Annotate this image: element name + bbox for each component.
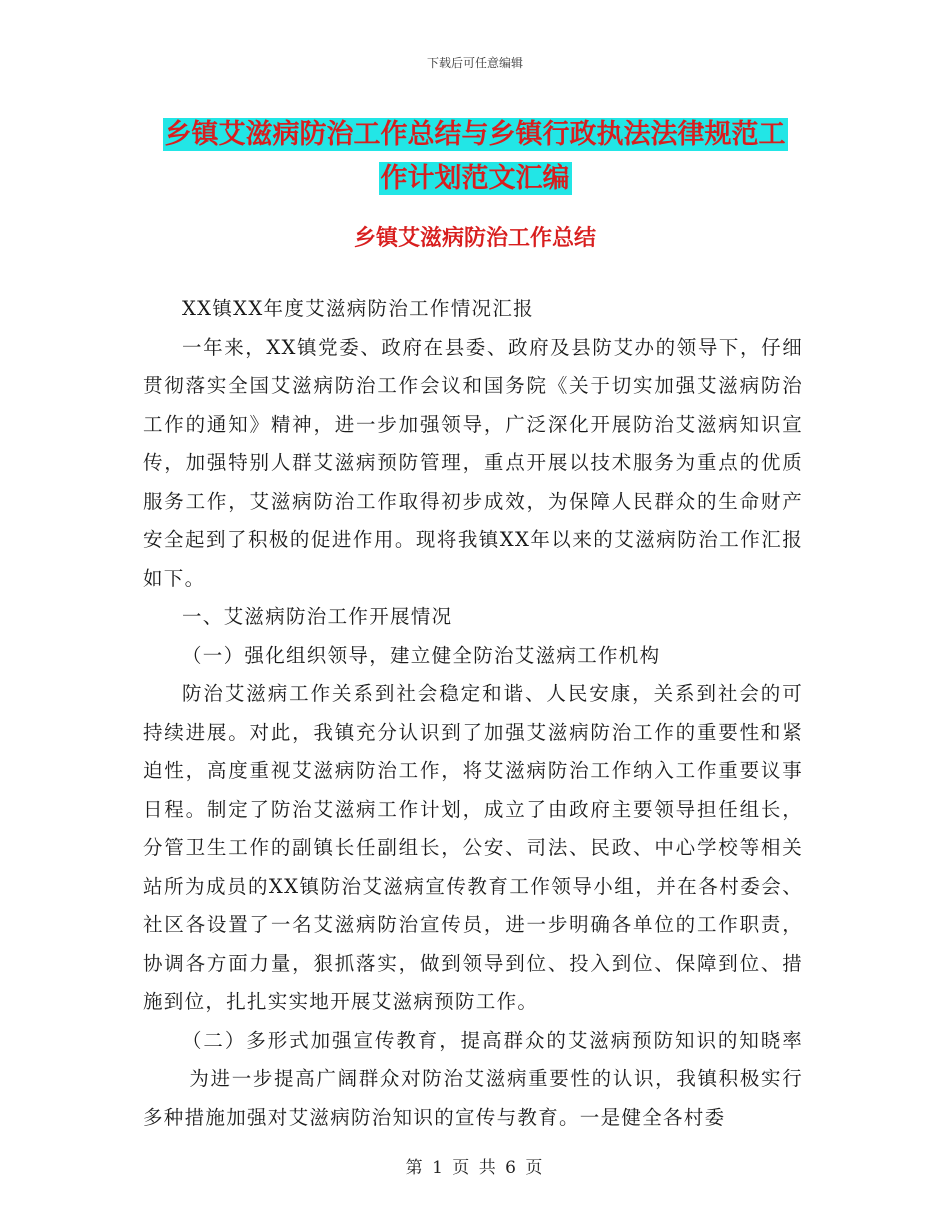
paragraph-education [143,1022,803,1138]
highlighted-title-text-2: 作计划范文汇编 [380,163,570,194]
page-footer: 第 1 页 共 6 页 [405,1158,545,1178]
section-title: 乡镇艾滋病防治工作总结 [353,226,596,251]
document-title-line-2 [0,156,950,195]
page-header-note: 下载后可任意编辑 [426,56,523,70]
paragraph-intro: 一年来，XX镇党委、政府在县委、政府及县防艾办的领导下，仔细贯彻落实全国艾滋病防治工作会议和国务院《关于切实加强艾滋病防治工作的通知》精神，进一步加强领导，广泛深化开展防治艾滋病知识宣传，加强特别人群艾滋病预防管理，重点开展以技术服务为重点的优质服务工作，艾滋病防治工作取得初步成效，为保障人民群众的生命财产安全起到了积极的促进作用。现将我镇XX年以来的艾滋病防治工作汇报如下。 [143,335,803,590]
document-body [143,290,803,1137]
education-text: 为进一步提高广阔群众对防治艾滋病重要性的认识，我镇积极实行多种措施加强对艾滋病防治知识的宣传与教育。一是健全各村委 [143,1067,803,1129]
subheading-2: （二）多形式加强宣传教育，提高群众的艾滋病预防知识的知晓率 [182,1028,803,1052]
document-title-line-1 [0,112,950,151]
paragraph-heading-1: 一、艾滋病防治工作开展情况 [182,605,453,628]
paragraph-organization: 防治艾滋病工作关系到社会稳定和谐、人民安康，关系到社会的可持续进展。对此，我镇充分认识到了加强艾滋病防治工作的重要性和紧迫性，高度重视艾滋病防治工作，将艾滋病防治工作纳入工作重要议事日程。制定了防治艾滋病工作计划，成立了由政府主要领导担任组长，分管卫生工作的副镇长任副组长，公安、司法、民政、中心学校等相关站所为成员的XX镇防治艾滋病宣传教育工作领导小组，并在各村委会、社区各设置了一名艾滋病防治宣传员，进一步明确各单位的工作职责，协调各方面力量，狠抓落实，做到领导到位、投入到位、保障到位、措施到位，扎扎实实地开展艾滋病预防工作。 [143,682,803,1013]
highlighted-title-text-1: 乡镇艾滋病防治工作总结与乡镇行政执法法律规范工 [164,119,786,150]
paragraph-report-title: XX镇XX年度艾滋病防治工作情况汇报 [182,297,534,320]
paragraph-subheading-1: （一）强化组织领导，建立健全防治艾滋病工作机构 [182,643,661,667]
